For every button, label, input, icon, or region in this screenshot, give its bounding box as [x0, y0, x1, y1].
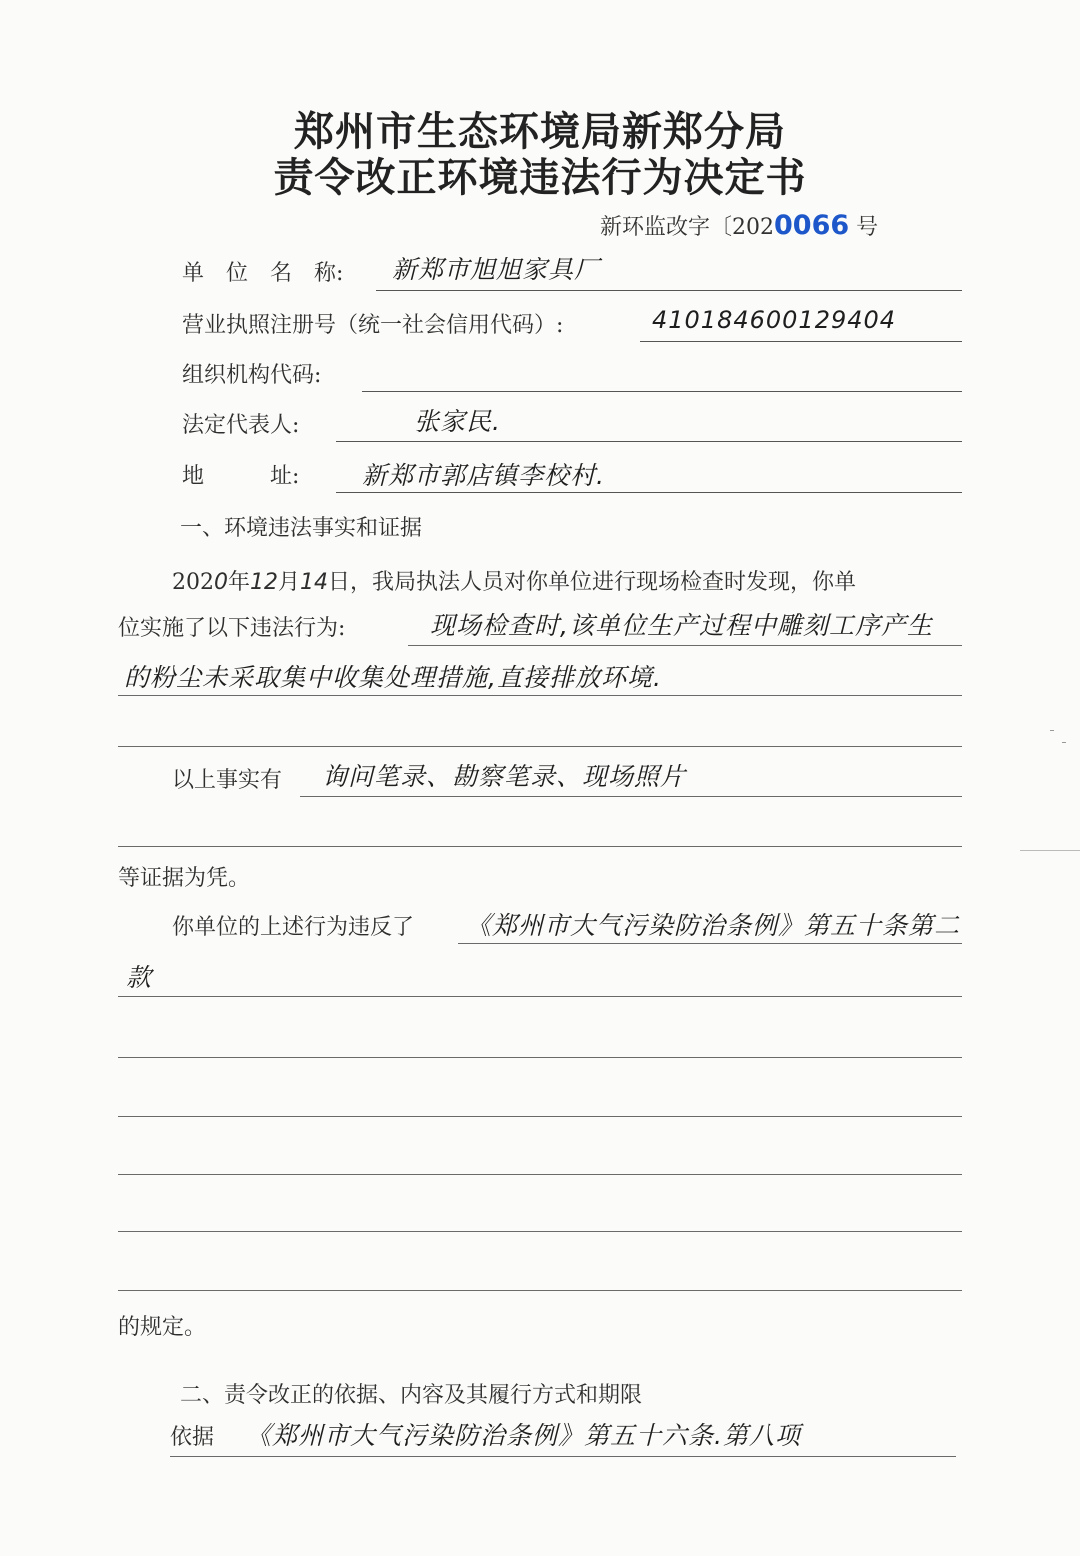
blank-line-6 — [118, 1290, 962, 1291]
date-line — [172, 565, 856, 596]
license-label: 营业执照注册号（统一社会信用代码）: — [182, 313, 564, 338]
doc-number-stamp: 0066 — [774, 210, 850, 241]
document-number — [600, 210, 878, 241]
date-day-suffix: 日，我局执法人员对你单位进行现场检查时发现，你单 — [328, 570, 857, 595]
regulation-suffix: 的规定。 — [118, 1315, 207, 1340]
violation-underline-2 — [118, 695, 962, 696]
address-value: 新郑市郭店镇李校村. — [362, 461, 605, 490]
org-code-label: 组织机构代码: — [182, 363, 322, 388]
evidence-value: 询问笔录、勘察笔录、现场照片 — [322, 762, 687, 791]
violation-text-line2: 的粉尘未采取集中收集处理措施,直接排放环境. — [124, 663, 662, 692]
blank-line-5 — [118, 1231, 962, 1232]
evidence-underline-1 — [300, 796, 962, 797]
violation-underline-1 — [408, 645, 962, 646]
scan-speck — [1050, 730, 1054, 731]
legal-rep-label: 法定代表人: — [182, 413, 300, 438]
date-year-hw: 0 — [214, 570, 228, 595]
blank-line-2 — [118, 1057, 962, 1058]
evidence-suffix: 等证据为凭。 — [118, 866, 251, 891]
date-year-prefix: 202 — [172, 570, 214, 595]
date-year-suffix: 年 — [228, 570, 251, 595]
doc-number-suffix: 号 — [856, 215, 879, 240]
unit-name-underline — [376, 290, 962, 291]
violation-label: 位实施了以下违法行为: — [118, 616, 346, 641]
violates-underline-1 — [458, 943, 962, 944]
blank-line-3 — [118, 1116, 962, 1117]
document-title-line2: 责令改正环境违法行为决定书 — [273, 154, 807, 201]
evidence-label: 以上事实有 — [172, 768, 283, 793]
org-code-underline — [362, 391, 962, 392]
license-value: 410184600129404 — [652, 306, 897, 334]
legal-rep-value: 张家民. — [414, 407, 501, 436]
scan-edge-mark — [1020, 850, 1080, 851]
basis-value: 《郑州市大气污染防治条例》第五十六条.第八项 — [246, 1421, 801, 1450]
basis-label: 依据 — [170, 1425, 215, 1450]
license-underline — [640, 341, 962, 342]
address-underline — [336, 492, 962, 493]
date-month-suffix: 月 — [278, 570, 301, 595]
unit-name-value: 新郑市旭旭家具厂 — [392, 255, 601, 284]
evidence-underline-2 — [118, 846, 962, 847]
address-label: 地 址: — [182, 464, 300, 489]
violation-underline-3 — [118, 746, 962, 747]
violates-label: 你单位的上述行为违反了 — [172, 915, 415, 940]
violates-value-line1: 《郑州市大气污染防治条例》第五十条第二 — [466, 911, 961, 940]
violates-value-line2: 款 — [126, 963, 153, 992]
scan-speck — [1062, 742, 1066, 743]
blank-line-1 — [118, 996, 962, 997]
legal-rep-underline — [336, 441, 962, 442]
document-title-line1: 郑州市生态环境局新郑分局 — [294, 108, 786, 155]
unit-name-label: 单 位 名 称: — [182, 261, 344, 286]
section2-heading: 二、责令改正的依据、内容及其履行方式和期限 — [180, 1383, 643, 1408]
date-day-hw: 14 — [300, 570, 329, 595]
blank-line-4 — [118, 1174, 962, 1175]
date-month-hw: 12 — [250, 570, 279, 595]
section1-heading: 一、环境违法事实和证据 — [180, 516, 423, 541]
violation-text-line1: 现场检查时,该单位生产过程中雕刻工序产生 — [430, 611, 933, 640]
basis-underline — [170, 1456, 956, 1457]
doc-number-prefix: 新环监改字〔202 — [600, 215, 774, 240]
